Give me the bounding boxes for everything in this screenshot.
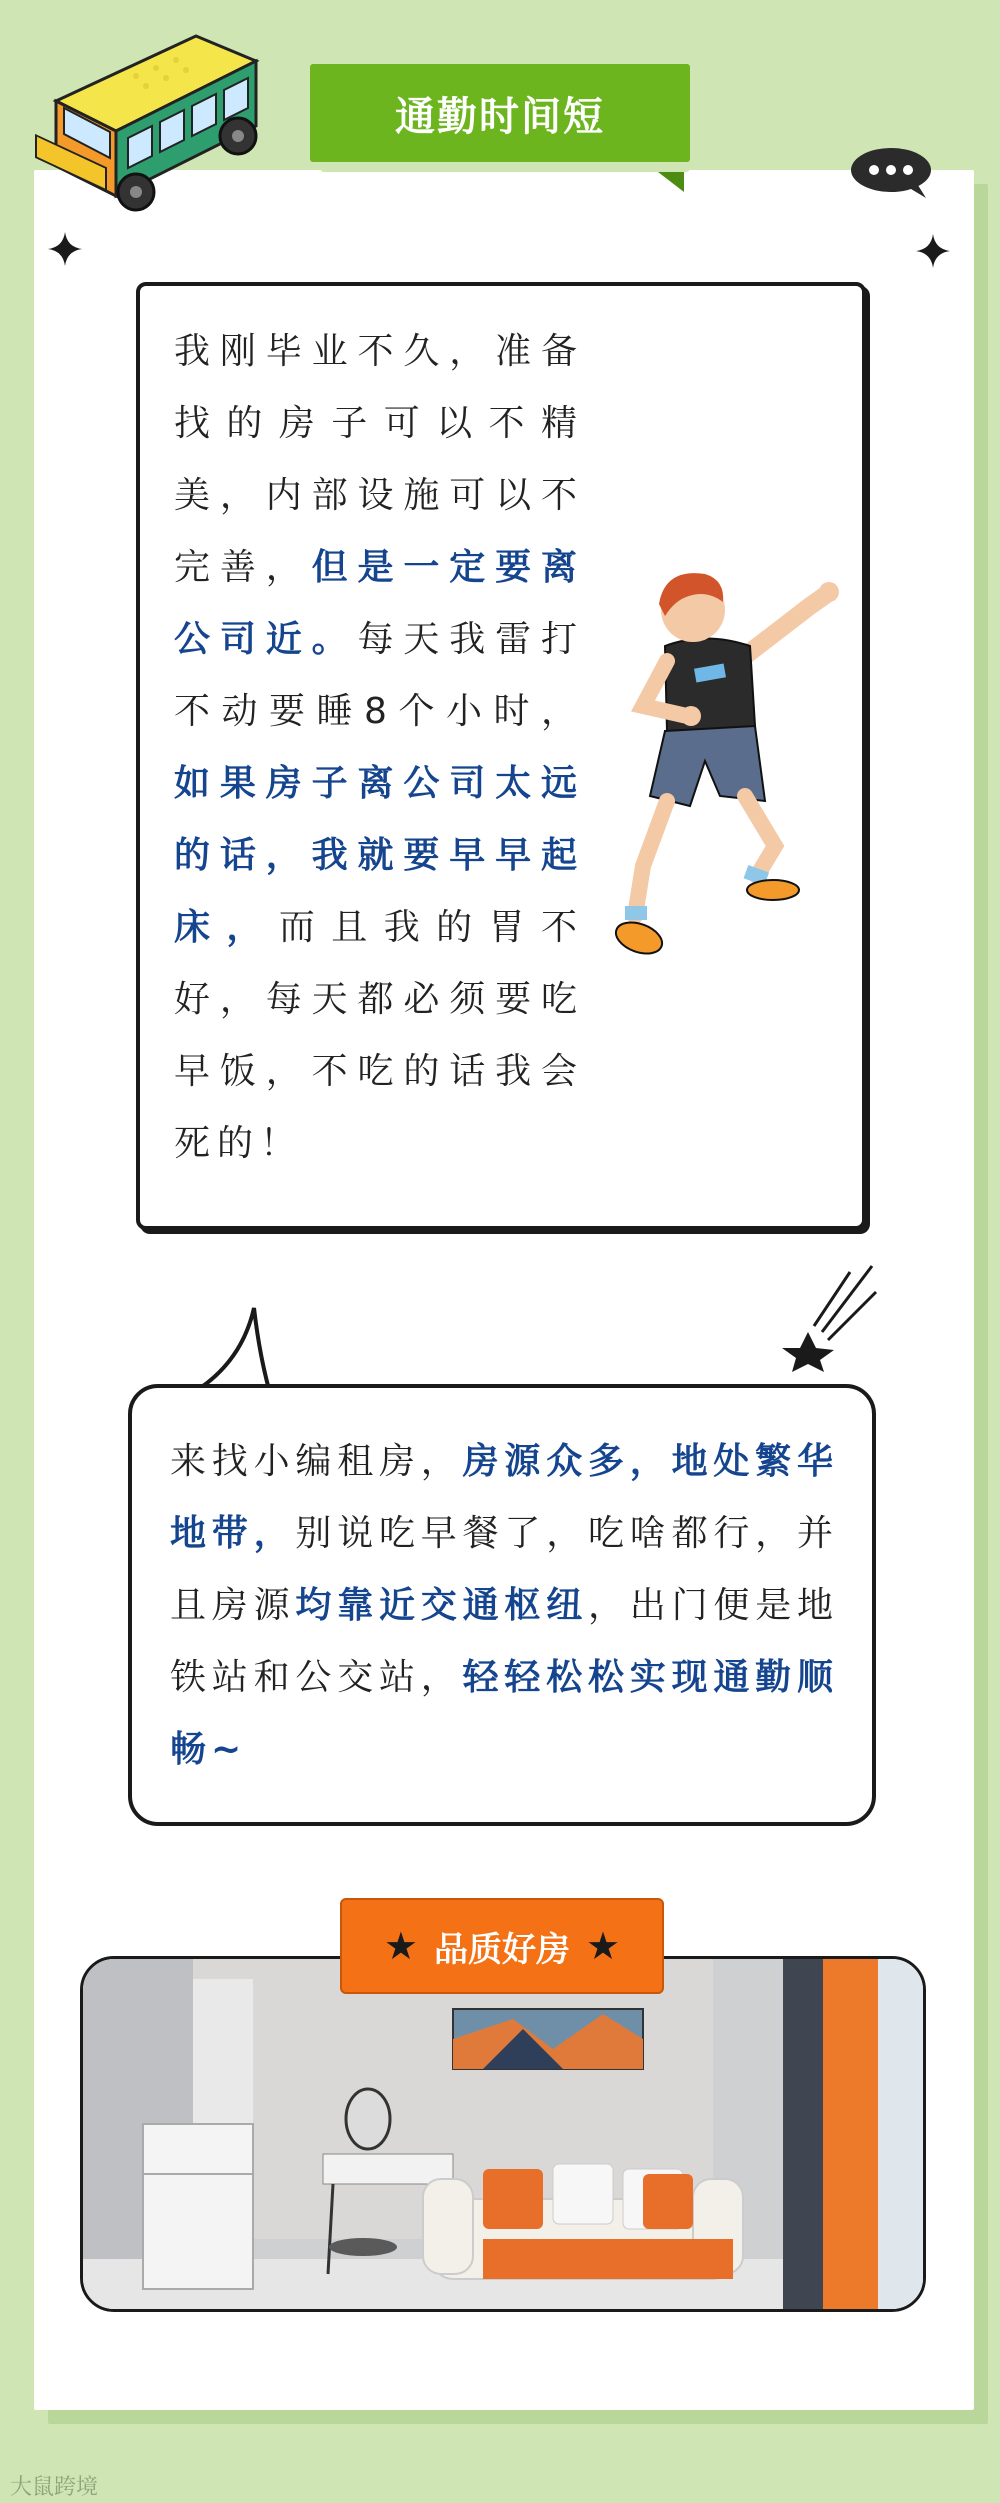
bubble-highlight: 均靠近交通枢纽 <box>295 1585 588 1626</box>
room-photo-image <box>83 1959 923 2309</box>
story-segment: 我刚毕业不久，准备找的房子可以不精美，内部设施可以不完善， <box>174 331 584 588</box>
star-burst-icon <box>780 1262 880 1372</box>
sparkle-icon <box>916 234 950 268</box>
story-highlight: 如果房子离公司太远的话，我就要早早起床， <box>174 763 584 948</box>
banner-fold <box>658 172 684 192</box>
bubble-highlight: 轻轻松松实现通勤顺畅~ <box>170 1657 838 1770</box>
page-title: 通勤时间短 <box>310 64 690 162</box>
room-photo <box>80 1956 926 2312</box>
story-card <box>136 282 866 1230</box>
star-icon: ★ <box>586 1924 621 1968</box>
bubble-segment: 来找小编租房， <box>170 1441 463 1482</box>
bubble-segment: 别说吃早餐了，吃啥都行，并且房源 <box>170 1513 838 1626</box>
bubble-text <box>170 1426 838 1786</box>
watermark: 大鼠跨境 <box>10 2475 99 2500</box>
quality-banner <box>340 1898 664 1994</box>
speech-bubble <box>128 1384 876 1826</box>
header-banner <box>310 64 690 172</box>
bus-icon <box>16 6 276 216</box>
star-icon: ★ <box>383 1924 418 1968</box>
story-segment: 每天我雷打不动要睡8个小时， <box>174 619 584 732</box>
story-segment: 而且我的胃不好，每天都必须要吃早饭，不吃的话我会死的！ <box>174 907 584 1164</box>
chat-bubble-icon <box>846 142 936 202</box>
bubble-segment: ，出门便是地铁站和公交站， <box>170 1585 838 1698</box>
bubble-highlight: 房源众多，地处繁华地带， <box>170 1441 838 1554</box>
quality-title: 品质好房 <box>434 1929 570 1970</box>
sparkle-icon <box>48 232 82 266</box>
story-text <box>174 316 584 1180</box>
pointing-person-illustration <box>595 546 855 966</box>
story-highlight: 但是一定要离公司近。 <box>174 547 584 660</box>
